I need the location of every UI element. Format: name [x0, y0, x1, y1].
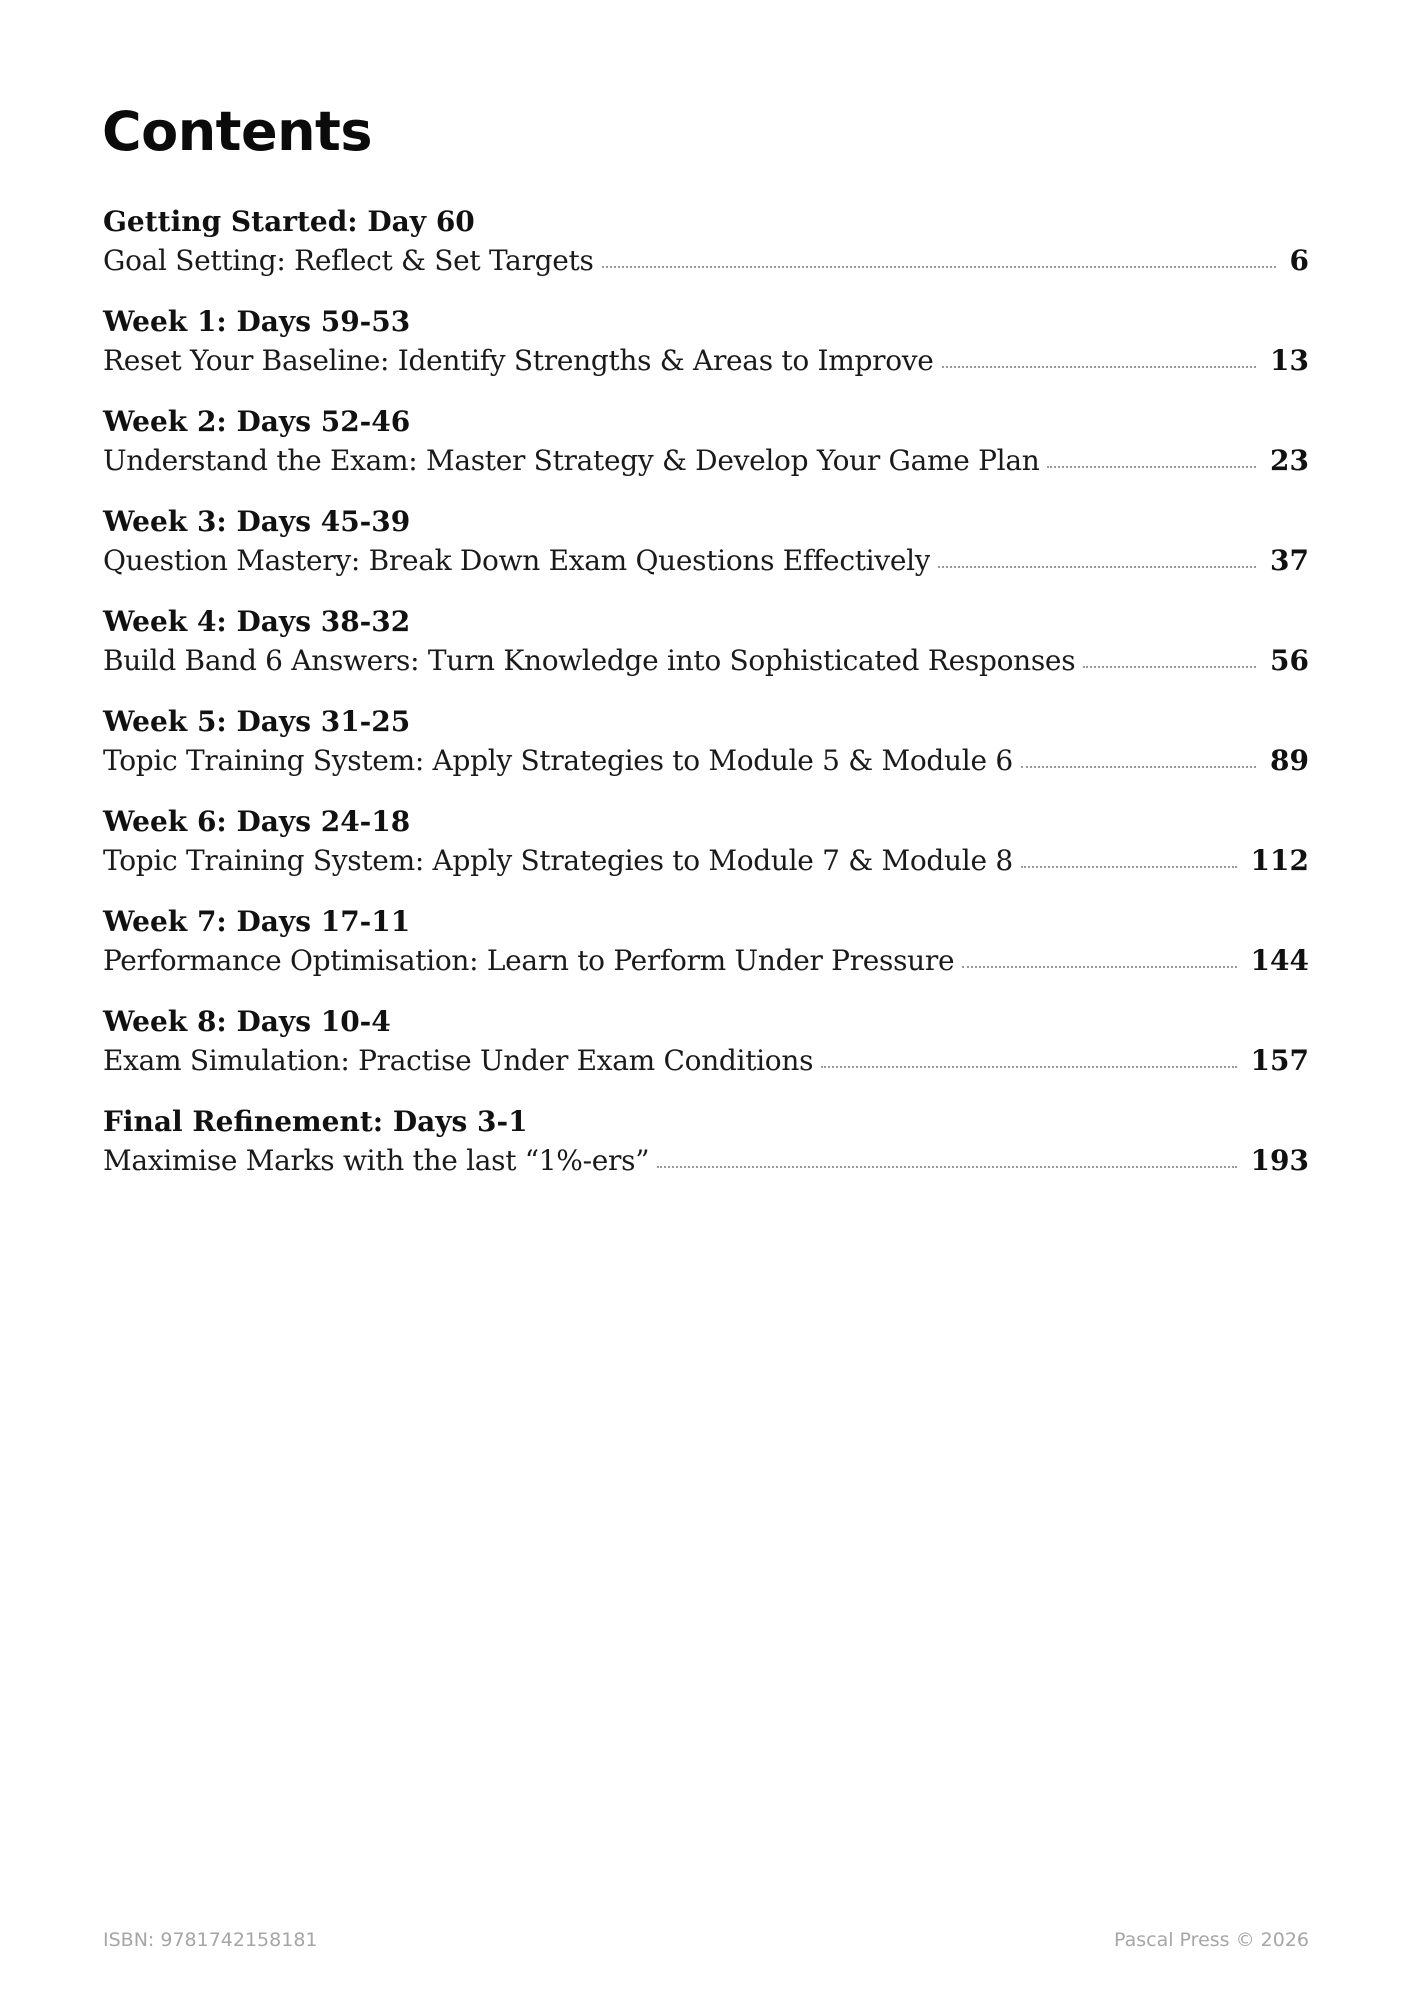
- dot-leader: [1083, 665, 1256, 668]
- section-heading: Week 8: Days 10-4: [103, 1005, 391, 1038]
- toc-entry[interactable]: [103, 1041, 1309, 1081]
- entry-title: Performance Optimisation: Learn to Perform Under Pressure: [103, 944, 955, 977]
- toc-entry[interactable]: [103, 941, 1309, 981]
- table-of-contents: [103, 203, 1309, 1203]
- dot-leader: [1021, 765, 1256, 768]
- page-number: 112: [1250, 844, 1309, 877]
- dot-leader: [657, 1165, 1236, 1168]
- section-heading: Getting Started: Day 60: [103, 205, 475, 238]
- page-number: 193: [1250, 1144, 1309, 1177]
- entry-title: Topic Training System: Apply Strategies to Module 5 & Module 6: [103, 744, 1013, 777]
- toc-section: [103, 803, 1309, 903]
- dot-leader: [942, 365, 1256, 368]
- section-heading: Week 5: Days 31-25: [103, 705, 411, 738]
- toc-entry[interactable]: [103, 441, 1309, 481]
- page-number: 89: [1270, 744, 1309, 777]
- toc-section: [103, 303, 1309, 403]
- dot-leader: [1047, 465, 1256, 468]
- page-number: 6: [1289, 244, 1309, 277]
- entry-title: Maximise Marks with the last “1%-ers”: [103, 1144, 650, 1177]
- entry-title: Reset Your Baseline: Identify Strengths & Areas to Improve: [103, 344, 934, 377]
- isbn-footer: ISBN: 9781742158181: [103, 1929, 318, 1951]
- section-heading: Week 4: Days 38-32: [103, 605, 411, 638]
- section-heading: Week 7: Days 17-11: [103, 905, 411, 938]
- entry-title: Understand the Exam: Master Strategy & Develop Your Game Plan: [103, 444, 1040, 477]
- toc-section: [103, 903, 1309, 1003]
- toc-entry[interactable]: [103, 241, 1309, 281]
- page-number: 144: [1250, 944, 1309, 977]
- section-heading: Week 6: Days 24-18: [103, 805, 411, 838]
- entry-title: Build Band 6 Answers: Turn Knowledge into Sophisticated Responses: [103, 644, 1076, 677]
- dot-leader: [938, 565, 1256, 568]
- toc-section: [103, 1103, 1309, 1203]
- section-heading: Week 3: Days 45-39: [103, 505, 411, 538]
- toc-entry[interactable]: [103, 541, 1309, 581]
- dot-leader: [602, 265, 1276, 268]
- toc-section: [103, 603, 1309, 703]
- dot-leader: [1021, 865, 1237, 868]
- dot-leader: [821, 1065, 1236, 1068]
- entry-title: Question Mastery: Break Down Exam Questions Effectively: [103, 544, 931, 577]
- page-number: 157: [1250, 1044, 1309, 1077]
- entry-title: Topic Training System: Apply Strategies to Module 7 & Module 8: [103, 844, 1013, 877]
- entry-title: Exam Simulation: Practise Under Exam Conditions: [103, 1044, 814, 1077]
- toc-entry[interactable]: [103, 741, 1309, 781]
- section-heading: Week 1: Days 59-53: [103, 305, 411, 338]
- toc-entry[interactable]: [103, 1141, 1309, 1181]
- entry-title: Goal Setting: Reflect & Set Targets: [103, 244, 594, 277]
- toc-section: [103, 503, 1309, 603]
- page-number: 13: [1270, 344, 1309, 377]
- toc-section: [103, 703, 1309, 803]
- page-number: 56: [1270, 644, 1309, 677]
- page-number: 37: [1270, 544, 1309, 577]
- toc-section: [103, 203, 1309, 303]
- dot-leader: [962, 965, 1236, 968]
- toc-entry[interactable]: [103, 841, 1309, 881]
- toc-section: [103, 403, 1309, 503]
- toc-entry[interactable]: [103, 641, 1309, 681]
- publisher-footer: Pascal Press © 2026: [1114, 1929, 1309, 1951]
- page-title: Contents: [102, 100, 373, 163]
- toc-entry[interactable]: [103, 341, 1309, 381]
- page-number: 23: [1270, 444, 1309, 477]
- toc-section: [103, 1003, 1309, 1103]
- section-heading: Week 2: Days 52-46: [103, 405, 411, 438]
- section-heading: Final Refinement: Days 3-1: [103, 1105, 528, 1138]
